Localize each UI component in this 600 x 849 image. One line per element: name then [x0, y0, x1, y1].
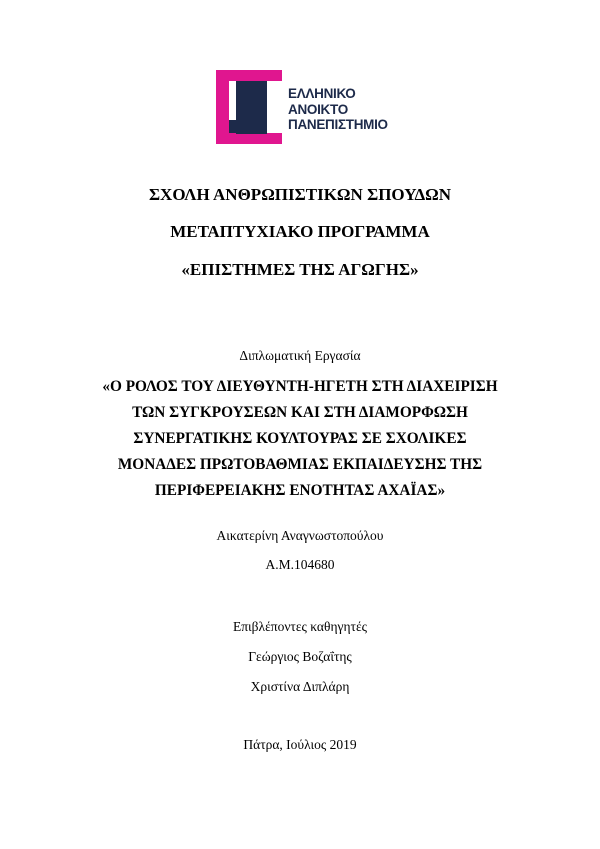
logo-navy-notch: [229, 120, 239, 133]
logo-wordmark: [288, 86, 388, 133]
supervisors-label: Επιβλέποντες καθηγητές: [232, 619, 367, 634]
program-name: ΜΕΤΑΠΤΥΧΙΑΚΟ ΠΡΟΓΡΑΜΜΑ: [170, 222, 430, 241]
university-logo-mark-icon: [216, 70, 282, 144]
supervisor-name: Χριστίνα Διπλάρη: [250, 679, 350, 694]
logo-line-2: ΑΝΟΙΚΤΟ: [288, 101, 348, 117]
student-id: Α.Μ.104680: [265, 557, 335, 572]
thesis-title-line: «Ο ΡΟΛΟΣ ΤΟΥ ΔΙΕΥΘΥΝΤΗ-ΗΓΕΤΗ ΣΤΗ ΔΙΑΧΕΙΡΙΣΗ: [102, 378, 498, 395]
thesis-title: [0, 374, 600, 504]
program-field: «ΕΠΙΣΤΗΜΕΣ ΤΗΣ ΑΓΩΓΗΣ»: [181, 260, 419, 279]
author-name: Αικατερίνη Αναγνωστοπούλου: [216, 528, 384, 543]
thesis-title-line: ΠΕΡΙΦΕΡΕΙΑΚΗΣ ΕΝΟΤΗΤΑΣ ΑΧΑΪΑΣ»: [154, 482, 446, 499]
thesis-title-line: ΜΟΝΑΔΕΣ ΠΡΩΤΟΒΑΘΜΙΑΣ ΕΚΠΑΙΔΕΥΣΗΣ ΤΗΣ: [117, 456, 483, 473]
thesis-title-line: ΣΥΝΕΡΓΑΤΙΚΗΣ ΚΟΥΛΤΟΥΡΑΣ ΣΕ ΣΧΟΛΙΚΕΣ: [133, 430, 467, 447]
logo-line-3: ΠΑΝΕΠΙΣΤΗΜΙΟ: [288, 117, 388, 132]
supervisor-name: Γεώργιος Βοζαΐτης: [248, 649, 352, 664]
thesis-title-line: ΤΩΝ ΣΥΓΚΡΟΥΣΕΩΝ ΚΑΙ ΣΤΗ ΔΙΑΜΟΡΦΩΣΗ: [132, 404, 468, 421]
logo-line-1: ΕΛΛΗΝΙΚΟ: [288, 86, 356, 101]
university-logo: [216, 70, 406, 144]
document-type: Διπλωματική Εργασία: [239, 348, 361, 363]
place-and-date: Πάτρα, Ιούλιος 2019: [243, 737, 357, 752]
school-name: ΣΧΟΛΗ ΑΝΘΡΩΠΙΣΤΙΚΩΝ ΣΠΟΥΔΩΝ: [148, 185, 452, 204]
logo-navy-block: [236, 81, 267, 134]
